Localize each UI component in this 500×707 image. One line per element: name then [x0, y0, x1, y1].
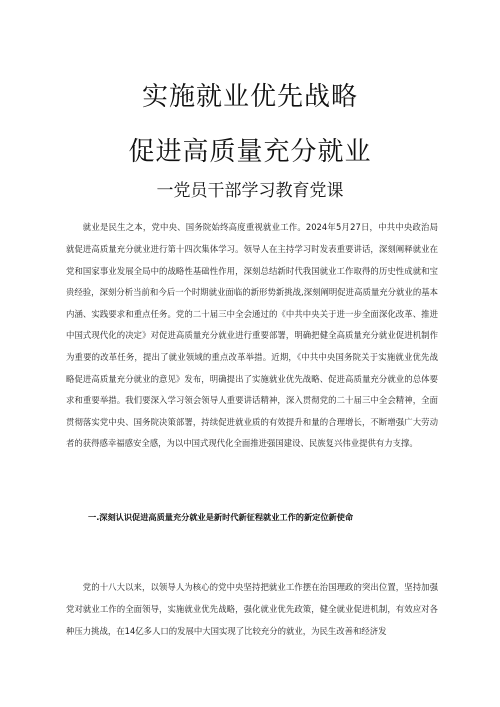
document-title-line-2: 促进高质量充分就业 [128, 137, 372, 167]
intro-paragraph: 就业是民生之本，党中央、国务院始终高度重视就业工作。2024年5月27日，中共中央政治局就促进高质量充分就业进行第十四次集体学习。领导人在主持学习时发表重要讲话，深刻阐释就业在党和国家事业发展全局中的战略性基础性作用，深刻总结新时代我国就业工作取得的历史性成就和宝贵经验，深刻分析当前和今后一个时期就业面临的新形势新挑战,深刻阐明促进高质量充分就业的基本内涵、实践要求和重点任务。党的二十届三中全会通过的《中共中央关于进一步全面深化改革、推进中国式现代化的决定》对促进高质量充分就业进行重要部署，明确把健全高质量充分就业促进机制作为重要的改革任务，提出了就业领域的重点改革举措。近期，《中共中央国务院关于实施就业优先战略促进高质量充分就业的意见》发布，明确提出了实施就业优先战略、促进高质量充分就业的总体要求和重要举措。我们要深入学习领会领导人重要讲话精神，深入贯彻党的二十届三中全会精神，全面贯彻落实党中央、国务院决策部署，持续促进就业质的有效提升和量的合理增长，不断增强广大劳动者的获得感幸福感安全感，为以中国式现代化全面推进强国建设、民族复兴伟业提供有力支撑。 [66, 222, 438, 449]
document-title-line-1: 实施就业优先战略 [141, 82, 358, 112]
document-subtitle: 一党员干部学习教育党课 [156, 181, 344, 201]
section-1-paragraph: 党的十八大以来，以领导人为核心的党中央坚持把就业工作摆在治国理政的突出位置，坚持加强党对就业工作的全面领导，实施就业优先战略，强化就业优先政策，健全就业促进机制，有效应对各种压力挑战，在14亿多人口的发展中大国实现了比较充分的就业，为民生改善和经济发 [66, 582, 438, 636]
section-heading-1: 一.深刻认识促进高质量充分就业是新时代新征程就业工作的新定位新使命 [88, 512, 354, 522]
